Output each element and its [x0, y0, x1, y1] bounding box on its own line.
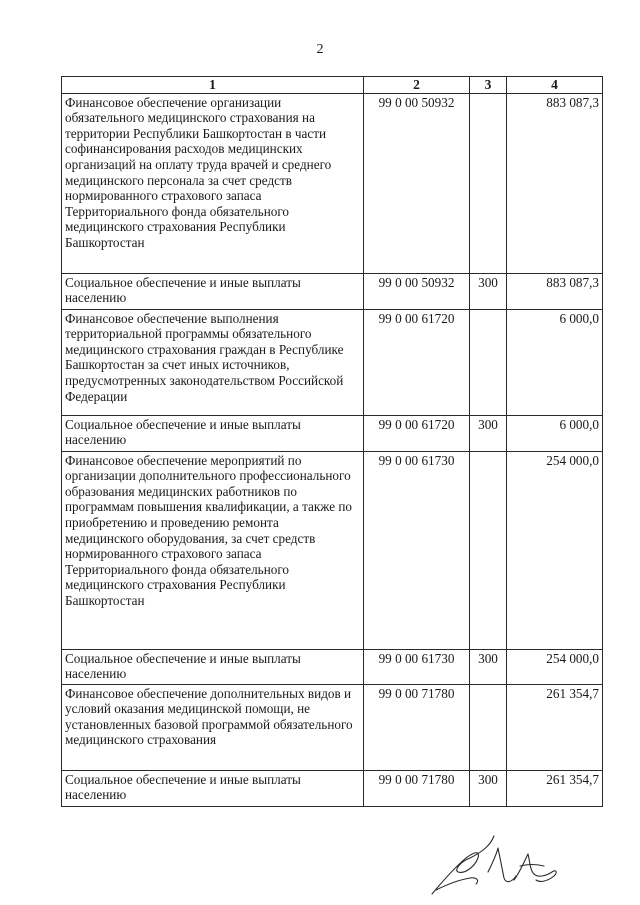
- row-name: Финансовое обеспечение дополнительных видов и условий оказания медицинской помощи, не установленных базовой программой обязательного медицинского страхования: [62, 684, 364, 770]
- row-expense-type: [470, 93, 507, 273]
- row-code: 99 0 00 61730: [364, 451, 470, 649]
- row-code: 99 0 00 50932: [364, 93, 470, 273]
- row-expense-type: 300: [470, 415, 507, 451]
- row-amount: 6 000,0: [507, 309, 603, 415]
- row-name: Социальное обеспечение и иные выплаты населению: [62, 415, 364, 451]
- row-amount: 261 354,7: [507, 770, 603, 806]
- table-row: [62, 273, 603, 309]
- row-name: Финансовое обеспечение организации обязательного медицинского страхования на территории Республики Башкортостан в части софинансирования расходов медицинских организаций на оплату труда врачей и среднего медицинского персонала за счет средств нормированного страхового запаса Территориального фонда обязательного медицинского страхования Республики Башкортостан: [62, 93, 364, 273]
- table-row: [62, 649, 603, 684]
- row-amount: 883 087,3: [507, 273, 603, 309]
- row-expense-type: 300: [470, 649, 507, 684]
- table-row: [62, 451, 603, 649]
- row-amount: 883 087,3: [507, 93, 603, 273]
- row-expense-type: [470, 684, 507, 770]
- budget-table: [61, 76, 603, 807]
- row-expense-type: [470, 451, 507, 649]
- row-amount: 261 354,7: [507, 684, 603, 770]
- row-expense-type: [470, 309, 507, 415]
- row-name: Финансовое обеспечение выполнения территориальной программы обязательного медицинского страхования граждан в Республике Башкортостан за счет иных источников, предусмотренных законодательством Российской Федерации: [62, 309, 364, 415]
- header-col-3: 3: [470, 77, 507, 94]
- row-name: Финансовое обеспечение мероприятий по организации дополнительного профессионального образования медицинских работников по программам повышения квалификации, а также по приобретению и проведению ремонта медицинского оборудования, за счет средств нормированного страхового запаса Территориального фонда обязательного медицинского страхования Республики Башкортостан: [62, 451, 364, 649]
- table-header-row: [62, 77, 603, 94]
- row-code: 99 0 00 61730: [364, 649, 470, 684]
- row-name: Социальное обеспечение и иные выплаты населению: [62, 770, 364, 806]
- row-code: 99 0 00 71780: [364, 684, 470, 770]
- header-col-1: 1: [62, 77, 364, 94]
- page-number: 2: [316, 42, 324, 57]
- handwritten-signature: [418, 828, 568, 900]
- row-code: 99 0 00 61720: [364, 415, 470, 451]
- table-row: [62, 309, 603, 415]
- header-col-2: 2: [364, 77, 470, 94]
- row-code: 99 0 00 61720: [364, 309, 470, 415]
- row-amount: 254 000,0: [507, 451, 603, 649]
- row-name: Социальное обеспечение и иные выплаты населению: [62, 273, 364, 309]
- header-col-4: 4: [507, 77, 603, 94]
- row-code: 99 0 00 50932: [364, 273, 470, 309]
- row-expense-type: 300: [470, 273, 507, 309]
- table-row: [62, 415, 603, 451]
- row-name: Социальное обеспечение и иные выплаты населению: [62, 649, 364, 684]
- row-amount: 254 000,0: [507, 649, 603, 684]
- table-row: [62, 770, 603, 806]
- table-row: [62, 684, 603, 770]
- row-amount: 6 000,0: [507, 415, 603, 451]
- table-row: [62, 93, 603, 273]
- row-code: 99 0 00 71780: [364, 770, 470, 806]
- row-expense-type: 300: [470, 770, 507, 806]
